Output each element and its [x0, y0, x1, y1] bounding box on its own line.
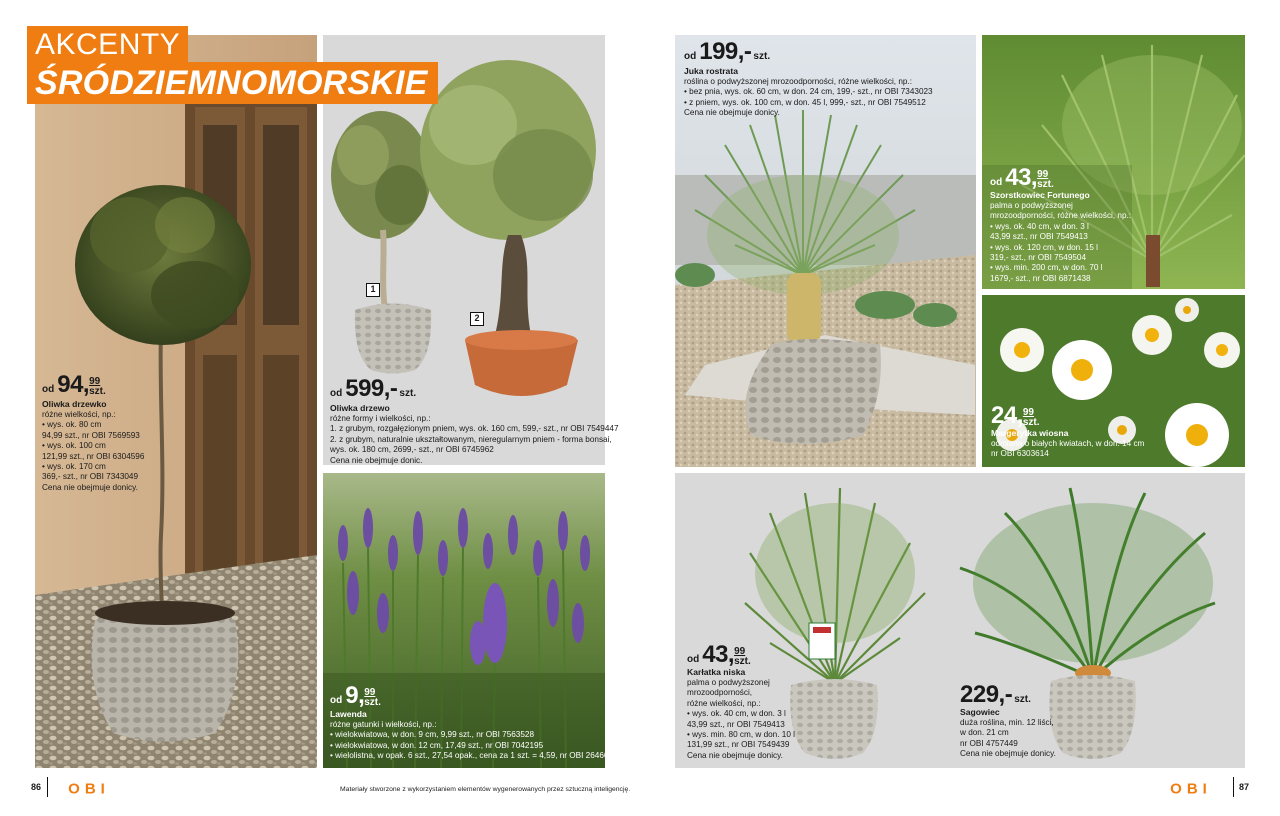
product-details [684, 77, 974, 119]
detail-line: • wys. min. 80 cm, w don. 10 l [687, 730, 795, 740]
product-name: Sagowiec [960, 707, 1000, 717]
price-main: 94, [57, 371, 90, 398]
detail-line: 2. z grubym, naturalnie ukształtowanym, nieregularnym pniem - forma bonsai, [330, 434, 612, 444]
page-number-left: 86 [31, 782, 42, 792]
detail-line: różne wielkości, np.: [42, 410, 116, 419]
price-main: 229,- [960, 681, 1013, 708]
product-details [990, 201, 1160, 284]
product-name: Karłatka niska [687, 667, 746, 677]
price-block-juka [684, 40, 974, 119]
price-main: 599,- [345, 375, 398, 402]
detail-line: • wys. ok. 40 cm, w don. 3 l [687, 709, 786, 719]
detail-line: nr OBI 6303614 [991, 449, 1049, 459]
product-name: Margerytka wiosna [991, 428, 1069, 438]
price-block-szorstkowiec [990, 166, 1160, 284]
price-sup [734, 647, 751, 667]
detail-line: palma o podwyższonej [687, 678, 770, 687]
detail-line: Cena nie obejmuje donicy. [684, 108, 780, 118]
price-sup [89, 377, 106, 397]
obi-logo-text: OBI [1170, 780, 1212, 796]
price-prefix: od [330, 388, 343, 399]
detail-line: 369,- szt., nr OBI 7343049 [42, 472, 139, 482]
product-name: Szorstkowiec Fortunego [990, 190, 1090, 200]
detail-line: Cena nie obejmuje donicy. [42, 482, 138, 492]
obi-logo-text: OBI [68, 780, 110, 796]
footer-divider-right [1233, 777, 1234, 797]
marker-1: 1 [366, 283, 380, 297]
detail-line: 319,- szt., nr OBI 7549504 [990, 253, 1087, 263]
detail-line: 43,99 szt., nr OBI 7549413 [990, 232, 1088, 242]
detail-line: • wys. ok. 170 cm [42, 462, 106, 472]
detail-line: • wielokwiatowa, w don. 12 cm, 17,49 szt., nr OBI 7042195 [330, 740, 544, 750]
price-sup [364, 688, 381, 708]
product-name: Oliwka drzewko [42, 399, 107, 409]
product-details [330, 414, 619, 466]
obi-logo-left [61, 780, 117, 796]
detail-line: • wys. ok. 100 cm [42, 441, 106, 451]
price-block-karlatka [687, 643, 807, 761]
detail-line: różne gatunki i wielkości, np.: [330, 720, 437, 729]
price-unit: szt. [89, 386, 106, 397]
ai-disclaimer: Materiały stworzone z wykorzystaniem elementów wygenerowanych przez sztuczną inteligencję. [340, 786, 631, 793]
price-sup [1023, 408, 1040, 428]
product-details [42, 410, 152, 493]
price-prefix: od [330, 695, 343, 706]
detail-line: • wys. min. 200 cm, w don. 70 l [990, 263, 1103, 273]
price-cents: 99 [1022, 407, 1034, 418]
marker-2: 2 [470, 312, 484, 326]
headline-line1: AKCENTY [27, 26, 188, 64]
page-number-right: 87 [1239, 782, 1250, 792]
price-unit: szt. [1037, 179, 1054, 190]
price-unit: szt. [364, 697, 381, 708]
detail-line: • z pniem, wys. ok. 100 cm, w don. 45 l, 999,- szt., nr OBI 7549512 [684, 97, 926, 107]
product-details [991, 439, 1161, 460]
detail-line: mrozoodporności, różne wielkości, np.: [990, 211, 1132, 221]
footer-divider-left [47, 777, 48, 797]
price-unit: szt. [1014, 694, 1031, 705]
price-block-sagowiec [960, 683, 1090, 760]
price-prefix: od [42, 384, 55, 395]
headline [27, 26, 438, 104]
detail-line: wys. ok. 180 cm, 2699,- szt., nr OBI 6745962 [330, 445, 494, 455]
detail-line: 1679,- szt., nr OBI 6871438 [990, 273, 1091, 283]
detail-line: duża roślina, min. 12 liści, [960, 718, 1054, 727]
detail-line: palma o podwyższonej [990, 201, 1073, 210]
detail-line: nr OBI 4757449 [960, 738, 1018, 748]
detail-line: 131,99 szt., nr OBI 7549439 [687, 740, 790, 750]
detail-line: 1. z grubym, rozgałęzionym pniem, wys. ok. 160 cm, 599,- szt., nr OBI 7549447 [330, 424, 619, 434]
price-unit: szt. [734, 656, 751, 667]
price-unit: szt. [1022, 417, 1040, 428]
price-block-lawenda [330, 682, 618, 762]
price-main: 43, [1005, 164, 1038, 191]
detail-line: • wielokwiatowa, w don. 9 cm, 9,99 szt., nr OBI 7563528 [330, 730, 535, 740]
price-main: 43, [702, 641, 735, 668]
detail-line: 43,99 szt., nr OBI 7549413 [687, 719, 785, 729]
product-name: Lawenda [330, 709, 367, 719]
detail-line: odmiana o białych kwiatach, w don. 14 cm [991, 439, 1145, 448]
detail-line: Cena nie obejmuje donic. [330, 455, 423, 465]
price-cents: 99 [364, 687, 376, 698]
product-name: Juka rostrata [684, 66, 738, 76]
product-details [330, 720, 618, 762]
detail-line: 94,99 szt., nr OBI 7569593 [42, 430, 140, 440]
price-block-oliwka-drzewko [42, 373, 152, 493]
obi-logo-right [1163, 780, 1219, 796]
detail-line: • wielolistna, w opak. 6 szt., 27,54 opak., cena za 1 szt. = 4,59, nr OBI 2646624 [330, 751, 618, 761]
product-details [960, 718, 1090, 760]
price-cents: 99 [1037, 169, 1049, 180]
price-main: 24, [991, 402, 1023, 429]
price-cents: 99 [89, 376, 101, 387]
price-main: 9, [345, 682, 365, 709]
price-block-oliwka-drzewo [330, 375, 619, 466]
detail-line: • wys. ok. 120 cm, w don. 15 l [990, 242, 1098, 252]
price-unit: szt. [753, 51, 771, 62]
price-prefix: od [684, 51, 697, 62]
detail-line: • wys. ok. 80 cm [42, 420, 102, 430]
price-unit: szt. [399, 388, 417, 399]
price-block-margerytka [991, 404, 1161, 460]
detail-line: roślina o podwyższonej mrozoodporności, różne wielkości, np.: [684, 77, 912, 86]
detail-line: Cena nie obejmuje donicy. [960, 749, 1056, 759]
product-details [687, 678, 807, 761]
price-prefix: od [990, 177, 1003, 188]
product-name: Oliwka drzewo [330, 403, 390, 413]
detail-line: 121,99 szt., nr OBI 6304596 [42, 451, 145, 461]
detail-line: różne formy i wielkości, np.: [330, 414, 431, 423]
detail-line: różne wielkości, np.: [687, 698, 761, 708]
detail-line: • bez pnia, wys. ok. 60 cm, w don. 24 cm, 199,- szt., nr OBI 7343023 [684, 87, 933, 97]
price-main: 199,- [699, 38, 752, 65]
headline-line2: ŚRÓDZIEMNOMORSKIE [27, 62, 438, 104]
detail-line: mrozoodporności, [687, 688, 753, 698]
detail-line: Cena nie obejmuje donicy. [687, 750, 783, 760]
price-prefix: od [687, 654, 700, 665]
price-cents: 99 [734, 646, 746, 657]
detail-line: • wys. ok. 40 cm, w don. 3 l [990, 221, 1089, 231]
price-sup [1037, 170, 1054, 190]
detail-line: w don. 21 cm [960, 728, 1009, 738]
